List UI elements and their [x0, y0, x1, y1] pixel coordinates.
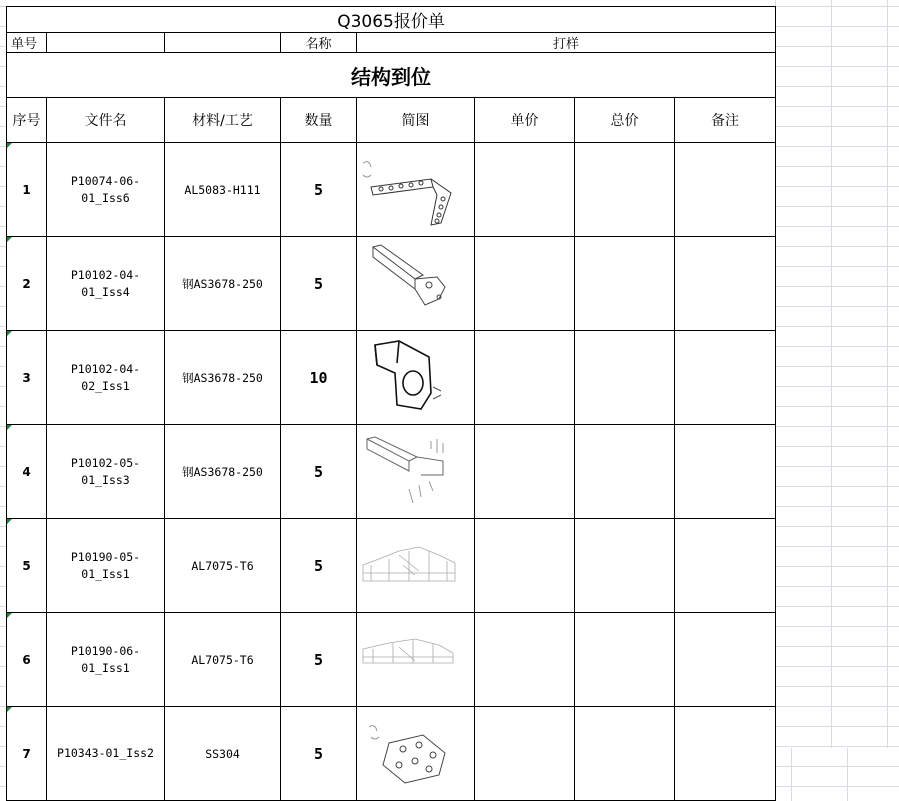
row-material[interactable]: AL5083-H111: [165, 143, 281, 237]
row-unit-price[interactable]: [475, 331, 575, 425]
row-note[interactable]: [675, 143, 776, 237]
row-unit-price[interactable]: [475, 143, 575, 237]
row-qty[interactable]: 5: [281, 613, 357, 707]
header-file[interactable]: 文件名: [47, 98, 165, 143]
name-value[interactable]: 打样: [357, 33, 776, 53]
row-qty[interactable]: 5: [281, 707, 357, 801]
row-seq[interactable]: 2: [7, 237, 47, 331]
row-sketch[interactable]: [357, 237, 475, 331]
row-seq[interactable]: 3: [7, 331, 47, 425]
row-note[interactable]: [675, 331, 776, 425]
row-material[interactable]: 钢AS3678-250: [165, 331, 281, 425]
bracket-l-shaped-drawing: [359, 149, 469, 231]
row-qty[interactable]: 10: [281, 331, 357, 425]
row-note[interactable]: [675, 425, 776, 519]
plate-profile-drawing: [359, 619, 469, 701]
row-total[interactable]: [575, 143, 675, 237]
header-note[interactable]: 备注: [675, 98, 776, 143]
quote-sheet: [6, 6, 775, 801]
header-qty[interactable]: 数量: [281, 98, 357, 143]
row-unit-price[interactable]: [475, 613, 575, 707]
table-row: [7, 237, 776, 331]
block-hole-drawing: [359, 337, 469, 419]
bar-link-drawing: [359, 243, 469, 325]
row-total[interactable]: [575, 425, 675, 519]
row-qty[interactable]: 5: [281, 519, 357, 613]
hex-plate-drawing: [359, 713, 469, 795]
row-seq[interactable]: 6: [7, 613, 47, 707]
header-total[interactable]: 总价: [575, 98, 675, 143]
row-material[interactable]: AL7075-T6: [165, 613, 281, 707]
row-sketch[interactable]: [357, 613, 475, 707]
row-file-name[interactable]: P10102-04- 02_Iss1: [47, 331, 165, 425]
row-sketch[interactable]: [357, 519, 475, 613]
name-label[interactable]: 名称: [281, 33, 357, 53]
row-note[interactable]: [675, 519, 776, 613]
row-total[interactable]: [575, 519, 675, 613]
row-file-name[interactable]: P10102-04- 01_Iss4: [47, 237, 165, 331]
row-seq[interactable]: 1: [7, 143, 47, 237]
table-row: [7, 613, 776, 707]
plate-profile-drawing: [359, 525, 469, 607]
header-material[interactable]: 材料/工艺: [165, 98, 281, 143]
row-file-name[interactable]: P10343-01_Iss2: [47, 707, 165, 801]
empty-grid-area: [775, 0, 899, 748]
row-seq[interactable]: 5: [7, 519, 47, 613]
row-material[interactable]: AL7075-T6: [165, 519, 281, 613]
row-note[interactable]: [675, 707, 776, 801]
table-row: [7, 425, 776, 519]
row-unit-price[interactable]: [475, 425, 575, 519]
row-sketch[interactable]: [357, 143, 475, 237]
row-file-name[interactable]: P10074-06- 01_Iss6: [47, 143, 165, 237]
row-qty[interactable]: 5: [281, 425, 357, 519]
row-sketch[interactable]: [357, 331, 475, 425]
table-row: [7, 143, 776, 237]
order-no-value[interactable]: [47, 33, 165, 53]
order-no-label[interactable]: 单号: [7, 33, 47, 53]
row-unit-price[interactable]: [475, 237, 575, 331]
row-total[interactable]: [575, 707, 675, 801]
row-qty[interactable]: 5: [281, 143, 357, 237]
row-note[interactable]: [675, 613, 776, 707]
header-unit-price[interactable]: 单价: [475, 98, 575, 143]
row-material[interactable]: 钢AS3678-250: [165, 237, 281, 331]
table-row: [7, 331, 776, 425]
section-title[interactable]: 结构到位: [7, 53, 776, 98]
row-sketch[interactable]: [357, 707, 475, 801]
row-unit-price[interactable]: [475, 519, 575, 613]
info-blank-cell[interactable]: [165, 33, 281, 53]
header-sketch[interactable]: 简图: [357, 98, 475, 143]
row-file-name[interactable]: P10102-05- 01_Iss3: [47, 425, 165, 519]
row-total[interactable]: [575, 331, 675, 425]
sheet-title[interactable]: Q3065报价单: [7, 7, 776, 33]
row-note[interactable]: [675, 237, 776, 331]
table-row: [7, 519, 776, 613]
arm-drawing: [359, 431, 469, 513]
header-row: [7, 98, 776, 143]
row-total[interactable]: [575, 237, 675, 331]
row-material[interactable]: 钢AS3678-250: [165, 425, 281, 519]
header-seq[interactable]: 序号: [7, 98, 47, 143]
row-seq[interactable]: 4: [7, 425, 47, 519]
row-qty[interactable]: 5: [281, 237, 357, 331]
row-material[interactable]: SS304: [165, 707, 281, 801]
row-total[interactable]: [575, 613, 675, 707]
row-unit-price[interactable]: [475, 707, 575, 801]
row-seq[interactable]: 7: [7, 707, 47, 801]
row-file-name[interactable]: P10190-06- 01_Iss1: [47, 613, 165, 707]
row-file-name[interactable]: P10190-05- 01_Iss1: [47, 519, 165, 613]
row-sketch[interactable]: [357, 425, 475, 519]
table-row: [7, 707, 776, 801]
quote-table: [6, 6, 776, 801]
